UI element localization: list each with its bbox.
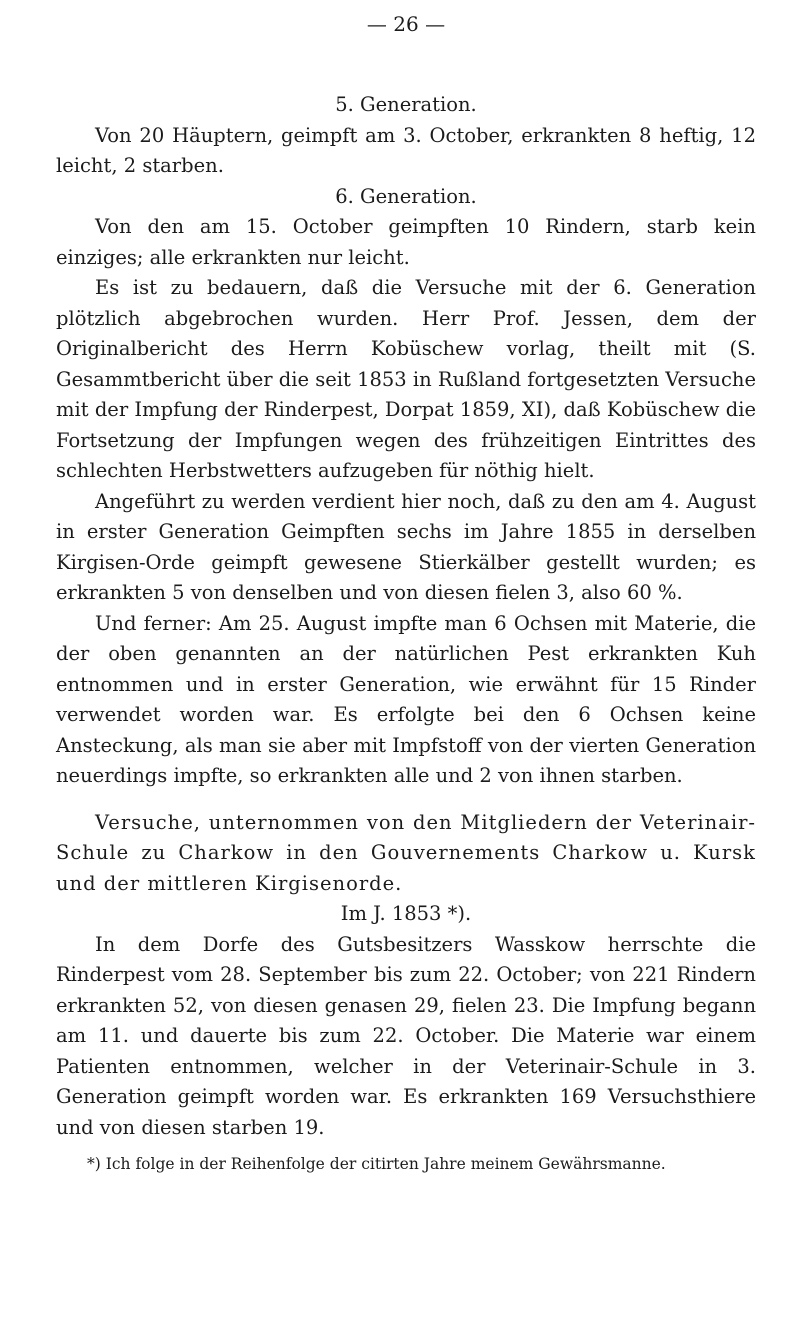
section-title: Versuche, unternommen von den Mitgliedern der Veterinair-Schule zu Charkow in den Gouvernements Charkow u. Kursk und der mittleren Kirgisenorde. xyxy=(56,810,756,895)
generation-6-text: Von den am 15. October geimpften 10 Rindern, starb kein einziges; alle erkrankten nur leicht. xyxy=(56,215,756,269)
page-number: — 26 — xyxy=(366,12,446,36)
generation-6-heading: 6. Generation. xyxy=(335,184,477,208)
footnote: *) Ich folge in der Reihenfolge der citirten Jahre meinem Gewährsmanne. xyxy=(87,1155,666,1173)
paragraph-wasskow: In dem Dorfe des Gutsbesitzers Wasskow herrschte die Rinderpest vom 28. September bis zum 22. October; von 221 Rindern erkrankten 52, von diesen genasen 29, fielen 23. Die Impfung begann am 11. und dauerte bis zum 22. October. Die Materie war einem Patienten entnommen, welcher in der Veterinair-Schule in 3. Generation geimpft worden war. Es erkrankten 169 Versuchsthiere und von diesen starben 19. xyxy=(56,932,756,1139)
generation-5-heading: 5. Generation. xyxy=(335,93,477,116)
generation-5-text: Von 20 Häuptern, geimpft am 3. October, erkrankten 8 heftig, 12 leicht, 2 starben. xyxy=(56,123,756,177)
paragraph-experiments-interrupted: Es ist zu bedauern, daß die Versuche mit der 6. Generation plötzlich abgebrochen wurden. Herr Prof. Jessen, dem der Originalbericht des Herrn Kobüschew vorlag, theilt mit (S. Gesammtbericht über die seit 1853 in Rußland fortgesetzten Versuche mit der Impfung der Rinderpest, Dorpat 1859, XI), daß Kobüschew die Fortsetzung der Impfungen wegen des frühzeitigen Eintrittes des schlechten Herbstwetters aufzugeben für nöthig hielt. xyxy=(56,276,756,482)
paragraph-stierkaelber: Angeführt zu werden verdient hier noch, daß zu den am 4. August in erster Generation Geimpften sechs im Jahre 1855 in derselben Kirgisen-Orde geimpft gewesene Stierkälber gestellt wurden; es erkrankten 5 von denselben und von diesen fielen 3, also 60 %. xyxy=(56,489,756,604)
year-heading: Im J. 1853 *). xyxy=(340,902,472,925)
paragraph-ochsen: Und ferner: Am 25. August impfte man 6 Ochsen mit Materie, die der oben genannten an der natürlichen Pest erkrankten Kuh entnommen und in erster Generation, wie erwähnt für 15 Rinder verwendet worden war. Es erfolgte bei den 6 Ochsen keine Ansteckung, als man sie aber mit Impfstoff von der vierten Generation neuerdings impfte, so erkrankten alle und 2 von ihnen starben. xyxy=(56,611,756,787)
